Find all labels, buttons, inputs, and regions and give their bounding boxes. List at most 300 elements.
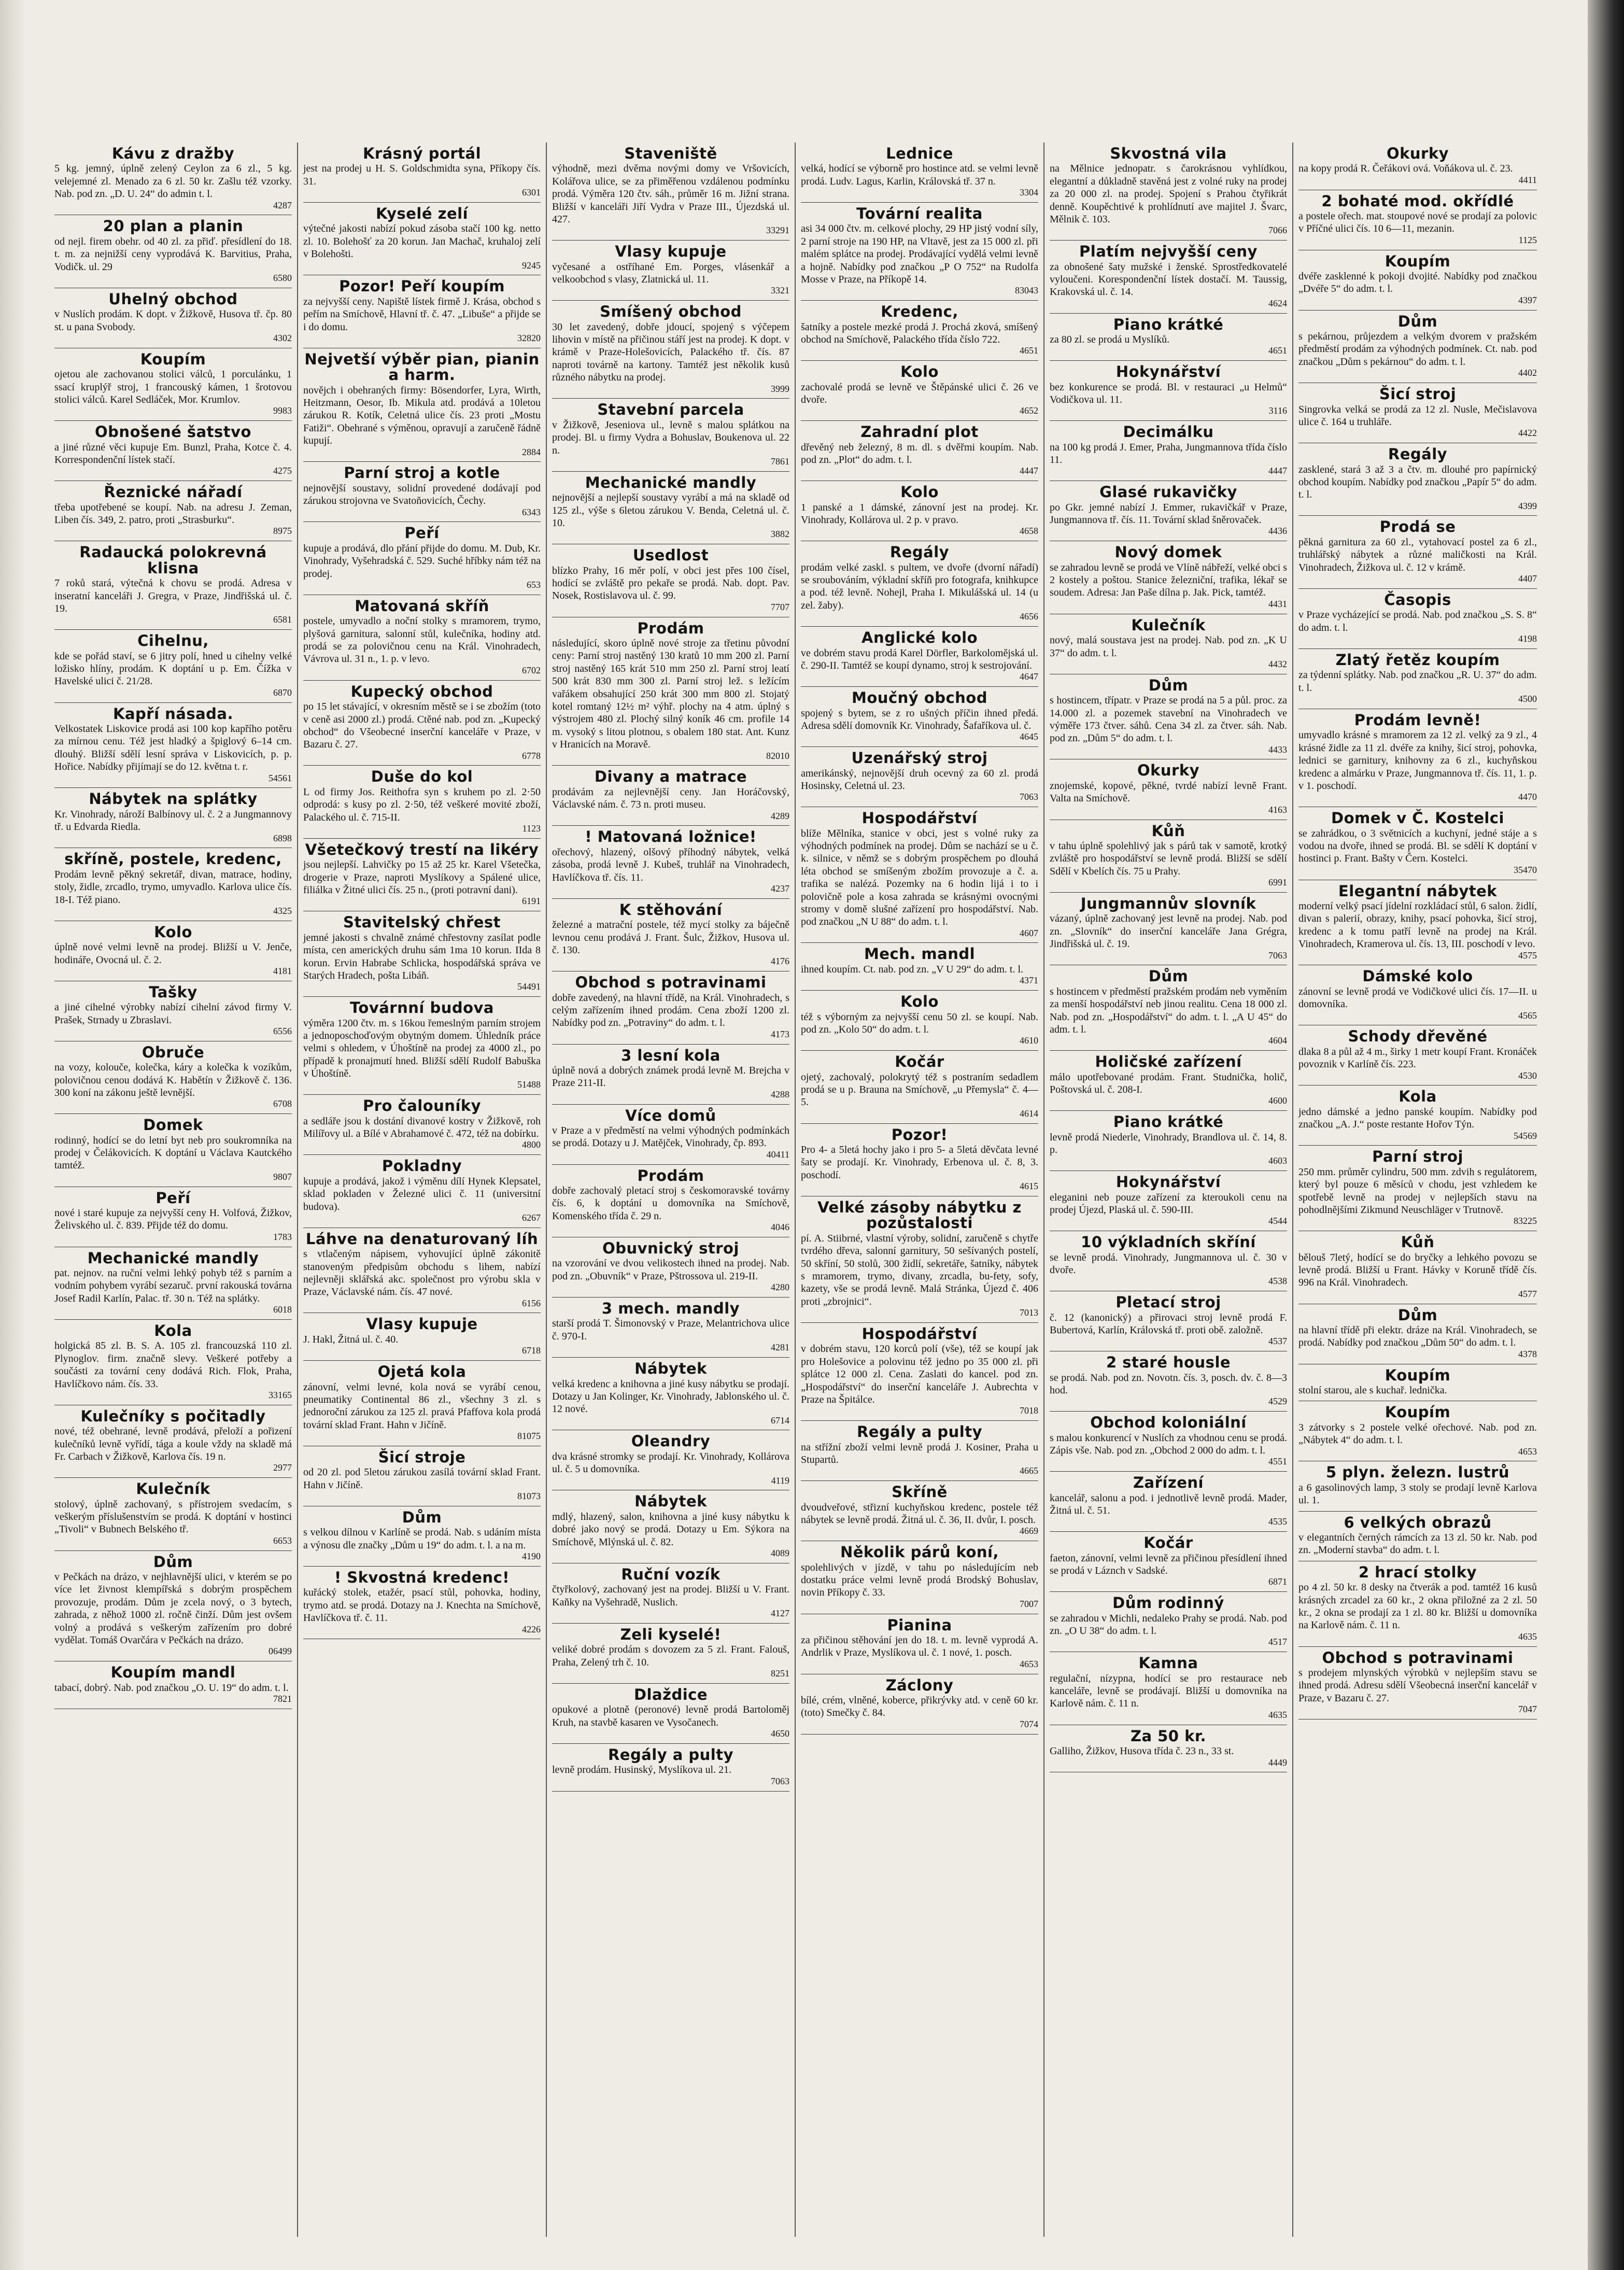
ad-number: 2977 (273, 1462, 292, 1473)
ad-body: jemné jakosti s chvalně známé chřestovny zasílat podle místa, cen amerických druhu sám 1ma 10 korun. IIda 8 korun. Ervin Habrabe Schlicka, hospodářská správa ve Starých Hradech, pošta Libáň. (303, 932, 541, 981)
ad-title: Obruče (142, 1043, 205, 1061)
ad-title: Záclony (885, 1676, 954, 1694)
ad-number: 4551 (1268, 1456, 1287, 1467)
classified-ad (801, 1323, 1038, 1421)
ad-number: 7047 (1518, 1704, 1537, 1715)
classified-ad (1298, 1085, 1537, 1146)
ad-title: Parní stroj (1372, 1148, 1463, 1166)
ad-body: v Praze vycházející se prodá. Nab. pod značkou „S. S. 8“ do adm. t. l. (1298, 609, 1537, 633)
ad-body: znojemské, kopové, pěkné, tvrdé nabízí levně Frant. Valta na Smíchově. (1050, 780, 1287, 805)
ad-title: Moučný obchod (852, 689, 987, 707)
ad-body: Galliho, Žižkov, Husova třída č. 23 n., 33 st. (1050, 1745, 1234, 1757)
ad-number: 4407 (1518, 573, 1537, 584)
ad-number: 6714 (771, 1415, 789, 1426)
classified-ad (801, 807, 1038, 943)
ad-title: Okurky (1137, 762, 1200, 780)
classified-ad (303, 1446, 541, 1506)
ad-body: levně prodám. Husinský, Myslíkova ul. 21. (552, 1764, 732, 1776)
classified-ad (552, 472, 789, 544)
ad-body: se prodá. Nab. pod zn. Novotn. čís. 3, posch. dv. č. 8—3 hod. (1050, 1372, 1287, 1397)
ad-number: 4603 (1268, 1155, 1287, 1166)
classified-ad (552, 1744, 789, 1792)
ad-number: 3304 (1020, 187, 1038, 198)
ad-body: za 80 zl. se prodá u Myslíků. (1050, 334, 1170, 346)
ad-body: pat. nejnov. na ruční velmi lehký pohyb též s parním a vodním pohybem vyrábí sezaruč. první rakouská továrna Josef Radil Karlín, Palac. tř. 30 n. Též na splátky. (54, 1267, 292, 1304)
ad-title: Obchod s potravinami (575, 974, 767, 992)
ad-title: Vlasy kupuje (366, 1315, 478, 1333)
classified-ad (801, 143, 1038, 203)
classified-ad (303, 1567, 541, 1639)
ad-title: Krásný portál (362, 145, 482, 162)
ad-title: Koupím (1385, 1366, 1451, 1384)
ad-body: zánovní, velmi levné, kola nová se vyrábí cenou, pneumatiky Continental 86 zl., všechny 3 zl. s jednoroční zárukou za 125 zl. pravá Pfaffova kola prodá tovární sklad Frant. Hahn v Jičíně. (303, 1381, 541, 1431)
classified-ad (801, 361, 1038, 421)
classified-ad (552, 1624, 789, 1684)
ad-number: 6870 (273, 687, 292, 698)
ad-number: 81073 (517, 1491, 541, 1502)
ad-body: ihned koupím. Ct. nab. pod zn. „V U 29“ do adm. t. l. (801, 963, 1024, 975)
classified-ad (1298, 1561, 1537, 1647)
classified-ad (552, 899, 789, 971)
ad-body: od nejl. firem obehr. od 40 zl. za přiď. přesídlení do 18. t. m. za nejnižší ceny vyprodává K. Barvitius, Praha, Vodičk. ul. 29 (54, 235, 292, 273)
ad-body: eleganini neb pouze zařízení za kteroukoli cenu na prodej Újezd, Plaská ul. č. 590-III. (1050, 1191, 1287, 1216)
classified-ad (303, 275, 541, 348)
ad-title: Kulečník (1131, 616, 1206, 634)
ad-title: Mechanické mandly (585, 473, 757, 491)
ad-number: 4281 (771, 1342, 789, 1353)
ad-number: 06499 (269, 1646, 292, 1657)
ad-title: Všetečkový trestí na likéry (305, 840, 539, 858)
ad-body: kupuje a prodává, jakož i výměnu dílí Hynek Klepsatel, sklad pokladen v Železné ulici č. 11 (universitní budova). (303, 1175, 541, 1212)
ad-number: 4500 (1518, 694, 1537, 704)
ad-body: spojený s bytem, se z ro ušných příčin ihned předá. Adresa sdělí domovník Kr. Vinohrady, Šafaříkova ul. č. (801, 707, 1038, 731)
column-3 (547, 143, 796, 2237)
classified-ad (1298, 383, 1537, 443)
ad-body: nejnovější soustavy, solidní provedené dodávají pod zárukou strojovna ve Svatoňovicích, Čechy. (303, 482, 541, 507)
classified-ad (552, 826, 789, 898)
ad-number: 4302 (273, 333, 292, 344)
classified-ad (1298, 880, 1537, 966)
ad-title: Kulečník (136, 1480, 210, 1498)
classified-ad (1050, 1111, 1287, 1171)
ad-body: se zahradou levně se prodá ve Vlíně nábřeží, velké obci s 2 kostely a poštou. Stanice železniční, trafika, lékař se soudem. Adresa: Jan Paše dílna p. Jak. Pick, tamtéž. (1050, 561, 1287, 599)
classified-ad (1298, 709, 1537, 807)
ad-body: Prodám levně pěkný sekretář, divan, matrace, hodiny, stoly, židle, zrcadlo, trymo, umyvadlo. Karlova ulice čís. 18-I. Též piano. (54, 868, 292, 906)
ad-body: ojetý, zachovalý, polokrytý též s postraním sedadlem prodá se u p. Brauna na Smíchově, „u Přemysla“ č. 4—5. (801, 1071, 1038, 1108)
ad-body: nové i staré kupuje za nejvyšší ceny H. Volfová, Žižkov, Želivského ul. č. 839. Přijde též do domu. (54, 1207, 292, 1232)
ad-title: Stavební parcela (597, 401, 744, 419)
ad-body: za nejvyšší ceny. Napiště lístek firmě J. Krása, obchod s peřím na Smíchově, Hlavní tř. č. 47. „Libuše“ a přijde se i do domu. (303, 295, 541, 333)
ad-title: Za 50 kr. (1130, 1727, 1207, 1745)
ad-number: 4624 (1268, 298, 1287, 308)
ad-body: umyvadlo krásné s mramorem za 12 zl. velký za 9 zl., 4 krásné židle za 11 zl. dvéře za knihy, šicí stroj, pohovka, lednici se garnitury, knihovny za 6 zl., kuchyňskou kredenc a almárku v Praze, Jungmannova tř. čís. 11, 1. p. v 1. poschodí. (1298, 729, 1537, 792)
ad-number: 653 (527, 580, 541, 590)
classified-ad (54, 143, 292, 215)
classified-ad (54, 788, 292, 848)
classified-ads-grid (49, 143, 1542, 2237)
classified-ad (1050, 1725, 1287, 1773)
ad-title: Staveniště (624, 145, 717, 162)
ad-number: 4665 (1020, 1465, 1038, 1476)
ad-title: Velké zásoby nábytku z pozůstalosti (817, 1198, 1022, 1232)
ad-title: Kolo (900, 993, 939, 1011)
classified-ad (54, 1187, 292, 1247)
ad-title: Domek (143, 1116, 203, 1134)
ad-title: 3 mech. mandly (601, 1300, 740, 1318)
ad-number: 4635 (1518, 1631, 1537, 1642)
classified-ad (1298, 190, 1537, 250)
classified-ad (1050, 241, 1287, 313)
ad-body: nový, malá soustava jest na prodej. Nab. pod zn. „K U 37“ do adm. t. l. (1050, 635, 1287, 659)
ad-title: Pozor! (891, 1125, 948, 1144)
classified-ad (303, 997, 541, 1095)
ad-title: Ojetá kola (377, 1363, 467, 1381)
ad-body: bez konkurence se prodá. Bl. v restauraci „u Helmů“ Vodičkova ul. 11. (1050, 381, 1287, 406)
classified-ad (303, 1506, 541, 1567)
ad-number: 4431 (1268, 598, 1287, 609)
ad-body: 5 kg. jemný, úplně zelený Ceylon za 6 zl., 5 kg. velejemné zl. Menado za 6 zl. 50 kr. Zašlu též vzorky. Nab. pod zn. „D. U. 24“ do admin t. l. (54, 163, 292, 200)
ad-number: 4127 (771, 1608, 789, 1619)
ad-number: 4604 (1268, 1035, 1287, 1046)
ad-title: Obchod koloniální (1090, 1414, 1247, 1432)
ad-body: a jiné různé věci kupuje Em. Bunzl, Praha, Kotce č. 4. Korrespondenční lístek stačí. (54, 441, 292, 466)
ad-number: 6018 (273, 1304, 292, 1315)
classified-ad (1298, 1461, 1537, 1511)
classified-ad (1298, 311, 1537, 383)
classified-ad (552, 1430, 789, 1490)
ad-number: 6156 (522, 1298, 541, 1308)
classified-ad (54, 481, 292, 541)
classified-ad (801, 1541, 1038, 1614)
ad-body: šatníky a postele mezké prodá J. Prochá zková, smíšený obchod na Smíchově, Palackého třída číslo 722. (801, 321, 1038, 346)
ad-title: 5 plyn. železn. lustrů (1325, 1463, 1510, 1482)
classified-ad (801, 1674, 1038, 1735)
ad-number: 6191 (522, 896, 541, 907)
ad-body: jsou nejlepší. Lahvičky po 15 až 25 kr. Karel Všetečka, drogerie v Praze, naproti Myslíkovy a Spálené ulice, filiálka v Žitné ulici čís. 25 n., (proti potravní dani). (303, 859, 541, 896)
classified-ad (303, 1095, 541, 1155)
classified-ad (303, 911, 541, 997)
ad-title: Tovární realita (856, 205, 983, 223)
ad-body: od 20 zl. pod 5letou zárukou zasílá tovární sklad Frant. Hahn v Jičíně. (303, 1467, 541, 1491)
ad-title: Piano krátké (1113, 315, 1224, 333)
ad-number: 7074 (1020, 1718, 1038, 1729)
classified-ad (1050, 143, 1287, 241)
ad-title: Kapří násada. (112, 704, 234, 723)
ad-number: 7063 (1020, 792, 1038, 802)
ad-title: Více domů (625, 1106, 716, 1124)
ad-body: v dobrém stavu, 120 korců polí (vše), též se koupí jak pro Holešovice a polovinu též jedno po 35 000 zl. při splátce 12 000 zl. Cena. Zaslati do kancel. pod zn. „Hospodářství“ do inserční kanceláře J. Aubrechta v Praze na Špitálce. (801, 1343, 1038, 1405)
ad-title: Dům (1397, 1306, 1438, 1324)
ad-title: Platím nejvyšší ceny (1079, 243, 1258, 261)
ad-title: 20 plan a planin (103, 217, 244, 235)
ad-body: spolehlivých v jízdě, v tahu po následujícím neb dostatku práce velmi levně prodá Brodský Bohuslav, novin Příkopy č. 33. (801, 1561, 1038, 1599)
ad-title: Kolo (154, 923, 192, 941)
ad-body: starší prodá T. Šimonovský v Praze, Melantrichova ulice č. 970-I. (552, 1318, 789, 1342)
classified-ad (1050, 674, 1287, 760)
ad-number: 6702 (522, 665, 541, 675)
ad-number: 4530 (1518, 1070, 1537, 1081)
ad-title: Parní stroj a kotle (344, 464, 500, 482)
classified-ad (801, 1196, 1038, 1323)
ad-number: 4447 (1020, 466, 1038, 476)
ad-number: 4615 (1020, 1181, 1038, 1192)
classified-ad (1298, 1231, 1537, 1304)
ad-body: bělouš 7letý, hodící se do bryčky a lehkého povozu se levně prodá. Bližší u Frant. Hávky v Koruně třídě čís. 996 na Král. Vinohradech. (1298, 1251, 1537, 1289)
classified-ad (54, 215, 292, 288)
ad-number: 1125 (1518, 234, 1537, 245)
ad-number: 9245 (522, 260, 541, 271)
ad-body: výměra 1200 čtv. m. s 16kou řemeslným parním strojem a jednoposchoďovým obytným domem. Úhledník práce velmi s ohledem, v Úhoštíně na prodej za 4000 zl., po případě k pronajmutí hned. Bližší sdělí Rudolf Babuška v Úhoštíně. (303, 1017, 541, 1080)
ad-title: Vlasy kupuje (615, 243, 727, 261)
classified-ad (552, 301, 789, 399)
ad-number: 4652 (1020, 405, 1038, 416)
ad-title: Dům (1397, 312, 1438, 330)
ad-title: Kredenc, (881, 303, 958, 321)
classified-ad (1050, 759, 1287, 820)
ad-number: 7861 (771, 456, 789, 467)
ad-number: 7007 (1020, 1598, 1038, 1609)
classified-ad (1298, 589, 1537, 649)
classified-ad (552, 399, 789, 471)
ad-body: v Pečkách na drázo, v nejhlavnější ulici, v kterém se po více let živnost klempířská s dobrým prospěchem provozuje, prodám. Dům je zcela nový, o 3 bytech, zahrada, z něhož 1000 zl. ročně činží. Dům jest ovšem volný a prodává s veškerým zařízením pro dobré vydělat. Tomáš Ovarčára v Pečkách na drázo. (54, 1571, 292, 1646)
ad-number: 33291 (766, 225, 789, 236)
ad-body: L od firmy Jos. Reithofra syn s kruhem po zl. 2·50 odprodá: s kusy po zl. 2·50, též veškeré movité zboží, Palackého ul. č. 715-II. (303, 786, 541, 823)
column-1 (49, 143, 298, 2237)
ad-title: Regály a pulty (856, 1423, 983, 1441)
ad-body: 7 roků stará, výtečná k chovu se prodá. Adresa v inseratní kanceláři J. Gregra, v Praze, Jindřišská ul. č. 19. (54, 577, 292, 614)
ad-body: vázaný, úplně zachovaný jest levně na prodej. Nab. pod zn. „Slovník“ do inserční kanceláře Jana Grégra, Jindřišská ul. č. 19. (1050, 913, 1287, 950)
ad-number: 4600 (1268, 1095, 1287, 1106)
classified-ad (1298, 1304, 1537, 1364)
classified-ad (303, 522, 541, 595)
ad-number: 4173 (771, 1028, 789, 1039)
ad-body: na střížní zboží velmi levně prodá J. Kosiner, Praha u Stupartů. (801, 1441, 1038, 1465)
ad-number: 6267 (522, 1212, 541, 1223)
ad-title: Zeli kyselé! (620, 1625, 722, 1643)
classified-ad (1050, 1351, 1287, 1412)
ad-number: 4800 (522, 1139, 541, 1150)
ad-title: Dlaždice (633, 1685, 708, 1703)
ad-body: kupuje a prodává, dlo přání přijde do domu. M. Dub, Kr. Vinohrady, Vyšehradská č. 529. Suché hříbky nám též na prodej. (303, 542, 541, 580)
ad-title: Dům (1148, 676, 1189, 694)
classified-ad (303, 1361, 541, 1446)
ad-body: Kr. Vinohrady, nároží Balbínovy ul. č. 2 a Jungmannovy tř. u Edvarda Riedla. (54, 808, 292, 833)
ad-body: opukové a plotně (peronové) levně prodá Bartoloměj Kruh, na stavbě kasaren ve Vysočanech. (552, 1704, 789, 1728)
ad-number: 7063 (771, 1775, 789, 1786)
classified-ad (54, 1247, 292, 1320)
ad-body: na hlavní třídě při elektr. dráze na Král. Vinohradech, se prodá. Nabídky pod značkou „Dům 50“ do adm. t. l. (1298, 1324, 1537, 1349)
ad-number: 83043 (1015, 285, 1038, 296)
ad-body: J. Hakl, Žitná ul. č. 40. (303, 1333, 399, 1345)
ad-title: Nábytek na splátky (89, 790, 258, 808)
classified-ad (54, 348, 292, 421)
ad-number: 6343 (522, 506, 541, 517)
ad-body: faeton, zánovní, velmi levně za přičinou přesídlení ihned se prodá v Láznch v Sadské. (1050, 1552, 1287, 1577)
ad-body: s malou konkurencí v Nuslích za vhodnou cenu se prodá. Zápis vše. Nab. pod zn. „Obchod 2 000 do adm. t. l. (1050, 1432, 1287, 1457)
classified-ad (1050, 1532, 1287, 1592)
ad-number: 4325 (273, 905, 292, 916)
ad-body: a postele ořech. mat. stoupové nové se prodají za polovic v Příčné ulici čís. 10 6—11, mezanin. (1298, 210, 1537, 235)
ad-body: 1 panské a 1 dámské, zánovní jest na prodej. Kr. Vinohrady, Kollárova ul. 2 p. v pravo. (801, 501, 1038, 526)
ad-number: 4436 (1268, 526, 1287, 537)
ad-title: Ruční vozík (621, 1565, 721, 1583)
ad-title: Kočár (1143, 1534, 1193, 1552)
ad-number: 4449 (1268, 1757, 1287, 1768)
ad-body: na vozy, kolouče, kolečka, káry a kolečka k vozíkům, polovičnou cenou dodává K. Habětín v Žižkově č. 136. 300 koní na zákonu ještě levnější. (54, 1062, 292, 1098)
ad-title: Domek v Č. Kostelci (1331, 809, 1504, 827)
ad-title: Regály (889, 543, 950, 561)
classified-ad (54, 541, 292, 630)
classified-ad (1050, 1051, 1287, 1111)
ad-number: 7821 (273, 1694, 292, 1704)
ad-body: tabací, dobrý. Nab. pod značkou „O. U. 19“ do adm. t. l. (54, 1682, 289, 1694)
classified-ad (552, 1490, 789, 1563)
ad-title: Časopis (1384, 590, 1451, 609)
ad-number: 6991 (1268, 877, 1287, 888)
ad-title: Peří (404, 524, 440, 542)
ad-number: 4046 (771, 1222, 789, 1233)
ad-body: následující, skoro úplně nové stroje za třetinu původní ceny: Parní stroj nastěný 130 kratů 10 mm 200 zl. Parní stroj nastěný 165 krát 510 mm 250 zl. Parní stroj leatí 500 krát 830 mm 300 zl. Parní stroj lež. s ležícím vařákem obsahující 250 krát 300 mm 800 zl. Stojatý kotel romtaný 12½ m² výhř. plochy na 4 atm. úplný s výstrojem 480 zl. Plochý silný koník 46 cm. profile 14 m. vysoký s litou plotnou, s obalem 180 stat. Ant. Kunz v Hranicích na Moravě. (552, 638, 789, 751)
ad-number: 4610 (1020, 1035, 1038, 1046)
ad-number: 4275 (273, 466, 292, 476)
ad-title: Duše do kol (371, 768, 473, 786)
classified-ad (1298, 516, 1537, 588)
classified-ad (1298, 1364, 1537, 1402)
ad-body: ojetou ale zachovanou stolici válců, 1 porculánku, 1 ssací kruplýř stroj, 1 francouský kámen, 1 šrotovou stolici válců. Karel Sedláček, Mor. Krumlov. (54, 369, 292, 406)
classified-ad (1050, 1652, 1287, 1725)
ad-title: Koupím (1385, 252, 1451, 270)
ad-title: Jungmannův slovník (1080, 894, 1256, 912)
ad-number: 35470 (1514, 864, 1537, 875)
ad-title: Hokynářství (1115, 363, 1221, 381)
ad-number: 1123 (522, 823, 541, 834)
ad-body: pěkná garnitura za 60 zl., vytahovací postel za 6 zl., truhlářský nábytek a různé maličkosti na Král. Vinohradech, Žižkova ul. č. 12 v krámě. (1298, 536, 1537, 573)
classified-ad (552, 971, 789, 1044)
classified-ad (1050, 614, 1287, 674)
classified-ad (1298, 1401, 1537, 1461)
ad-number: 4176 (771, 956, 789, 967)
ad-body: zasklené, stará 3 až 3 a čtv. m. dlouhé pro papírnický obchod koupím. Nabídky pod značkou „Papír 5“ do adm. t. l. (1298, 463, 1537, 501)
ad-title: Anglické kolo (862, 629, 978, 647)
ad-body: blízko Prahy, 16 měr polí, v obci jest přes 100 čísel, hodící se zvláště pro pekaře se prodá. Nab. dopt. Pav. Nosek, Rostislavova ul. č. 99. (552, 565, 789, 602)
classified-ad (303, 143, 541, 203)
classified-ad (54, 921, 292, 981)
ad-title: Zařízení (1133, 1474, 1204, 1492)
ad-title: Regály a pulty (608, 1745, 734, 1764)
ad-title: Dům (153, 1553, 193, 1571)
ad-number: 4650 (771, 1728, 789, 1739)
ad-body: výtečné jakosti nabízí pokud zásoba stačí 100 kg. netto zl. 10. Bolehošť za 20 korun. Jan Machač, kruhaloj zelí v Bolehošti. (303, 223, 541, 260)
classified-ad (801, 481, 1038, 541)
ad-title: Koupím (1385, 1403, 1451, 1421)
ad-body: a sedláře jsou k dostání divanové kostry v Žižkově, roh Milířovy ul. a Bílé v Abrahamové č. 472, též na dobírku. (303, 1115, 541, 1140)
classified-ad (1298, 1647, 1537, 1719)
ad-body: novějch i obehraných firmy: Bösendorfer, Lyra, Wirth, Heitzmann, Oesor, Ib. Mikula atd. prodává a 10letou zárukou R. Kotík, Celetná ulice čís. 23 proti „Mostu Fatiži“. Obehrané s výměnou, opravují a zaručeně řádně kupují. (303, 384, 541, 447)
classified-ad (1050, 1592, 1287, 1652)
classified-ad (801, 203, 1038, 301)
ad-number: 4399 (1518, 500, 1537, 511)
ad-title: Kolo (900, 483, 939, 501)
ad-title: Uzenářský stroj (851, 749, 988, 767)
ad-title: Pro čalouníky (362, 1097, 482, 1115)
ad-title: Skvostná vila (1110, 145, 1227, 162)
ad-number: 4289 (771, 810, 789, 821)
classified-ad (552, 241, 789, 301)
ad-number: 4119 (771, 1475, 789, 1486)
classified-ad (552, 1358, 789, 1430)
ad-title: Decimálku (1123, 423, 1214, 441)
ad-body: bílé, crém, vlněné, koberce, přikrývky atd. v ceně 60 kr. (toto) Smečky č. 84. (801, 1695, 1038, 1719)
classified-ad (54, 1551, 292, 1662)
binding-edge (1588, 0, 1624, 2270)
ad-body: Singrovka velká se prodá za 12 zl. Nusle, Mečislavova ulice č. 164 u truhláře. (1298, 403, 1537, 428)
ad-body: stolový, úplně zachovaný, s přístrojem svedacím, s veškerým příslušenstvím se prodá. K doptání v hostinci „Tivoli“ v Bubnech Belského tř. (54, 1498, 292, 1535)
ad-number: 4577 (1518, 1288, 1537, 1299)
column-6 (1293, 143, 1542, 2237)
ad-body: pí. A. Stiibrné, vlastní výroby, solidní, zaručeně s chytře tvrdého dřeva, salonní garnitury, 50 sešívaných postelí, 50 skříní, 50 stolů, 300 židlí, sekretáře, šatníky, nábytek s mramorem, trymo, divany, zrcadla, bu-fety, sofy, kazety, vše se prodá levně. Malá Stránka, Újezd č. 406 proti „zbrojnici“. (801, 1232, 1038, 1307)
classified-ad (552, 1165, 789, 1237)
ad-title: Uhelný obchod (108, 290, 238, 308)
classified-ad (552, 766, 789, 826)
ad-number: 4226 (522, 1624, 541, 1634)
ad-body: Velkostatek Liskovice prodá asi 100 kop kapřího potěru za mírnou cenu. Též jest hladký a špiglový 6–14 cm. dlouhý. Bližší sdělí lesní správa v Liskovicích, p. p. Hořice. Nabídky přijímají se do 12. května t. r. (54, 723, 292, 773)
ad-body: dvoudveřové, střizní kuchyňskou kredenc, postele též nábytek se levně prodá. Žitná ul. č. 36, II. dvůr, I. posch. (801, 1501, 1038, 1526)
ad-number: 81075 (517, 1431, 541, 1442)
ad-title: Dům rodinný (1112, 1594, 1224, 1612)
ad-body: za týdenní splátky. Nab. pod značkou „R. U. 37“ do adm. t. l. (1298, 669, 1537, 694)
classified-ad (552, 617, 789, 766)
ad-number: 4544 (1268, 1216, 1287, 1226)
classified-ad (54, 1661, 292, 1709)
ad-body: dva krásné stromky se prodají. Kr. Vinohrady, Kollárova ul. č. 5 u domovníka. (552, 1450, 789, 1475)
ad-number: 6581 (273, 614, 292, 625)
ad-title: Tašky (149, 983, 197, 1001)
ad-number: 6871 (1268, 1576, 1287, 1587)
classified-ad (1050, 541, 1287, 614)
ad-title: Hokynářství (1115, 1173, 1221, 1191)
classified-ad (801, 747, 1038, 807)
ad-number: 4535 (1268, 1516, 1287, 1527)
ad-number: 4653 (1518, 1446, 1537, 1457)
ad-body: postele, umyvadlo a noční stolky s mramorem, trymo, plyšová garnitura, salonní stůl, kulečníka, hodiny atd. prodá se za polovičnou cenu na Král. Vinohradech, Vávrova ul. 31 n., 1. p. v levo. (303, 615, 541, 665)
ad-body: úplně nová a dobrých známek prodá levně M. Brejcha v Praze 211-II. (552, 1065, 789, 1089)
ad-number: 6301 (522, 187, 541, 198)
classified-ad (801, 627, 1038, 687)
ad-body: stolní starou, ale s kuchař. lednička. (1298, 1385, 1447, 1397)
classified-ad (552, 1563, 789, 1624)
ad-number: 9983 (273, 405, 292, 416)
ad-number: 1783 (273, 1231, 292, 1242)
ad-body: na kopy prodá R. Čeřákovi ová. Voňákova ul. č. 23. (1298, 163, 1513, 175)
ad-body: holgická 85 zl. B. S. A. 105 zl. francouzská 110 zl. Plynoglov. firm. značně slevy. Veškeré potřeby a součásti za tovární ceny dodává Rich. Flok, Praha, Havlíčkovo nám. čís. 33. (54, 1340, 292, 1390)
ad-title: Kočár (895, 1053, 944, 1071)
classified-ad (303, 595, 541, 681)
ad-number: 4280 (771, 1282, 789, 1293)
ad-number: 4397 (1518, 294, 1537, 305)
classified-ad (54, 1405, 292, 1478)
column-5 (1044, 143, 1293, 2237)
ad-title: Kulečníky s počitadly (80, 1407, 266, 1425)
classified-ad (1298, 1512, 1537, 1561)
classified-ad (801, 301, 1038, 361)
ad-body: velká kredenc a knihovna a jiné kusy nábytku se prodají. Dotazy u Jan Kolinger, Kr. Vinohrady, Jablonského ul. č. 12 nové. (552, 1378, 789, 1415)
classified-ad (552, 1045, 789, 1105)
ad-body: za obnošené šaty mužské i ženské. Sprostředkovatelé vyloučeni. Korespondenční lístek dostačí. M. Taussig, Krakovská ul. č. 14. (1050, 261, 1287, 298)
classified-ad (1050, 1412, 1287, 1472)
ad-number: 7063 (1268, 950, 1287, 961)
ad-number: 4447 (1268, 466, 1287, 476)
ad-number: 4181 (273, 965, 292, 976)
